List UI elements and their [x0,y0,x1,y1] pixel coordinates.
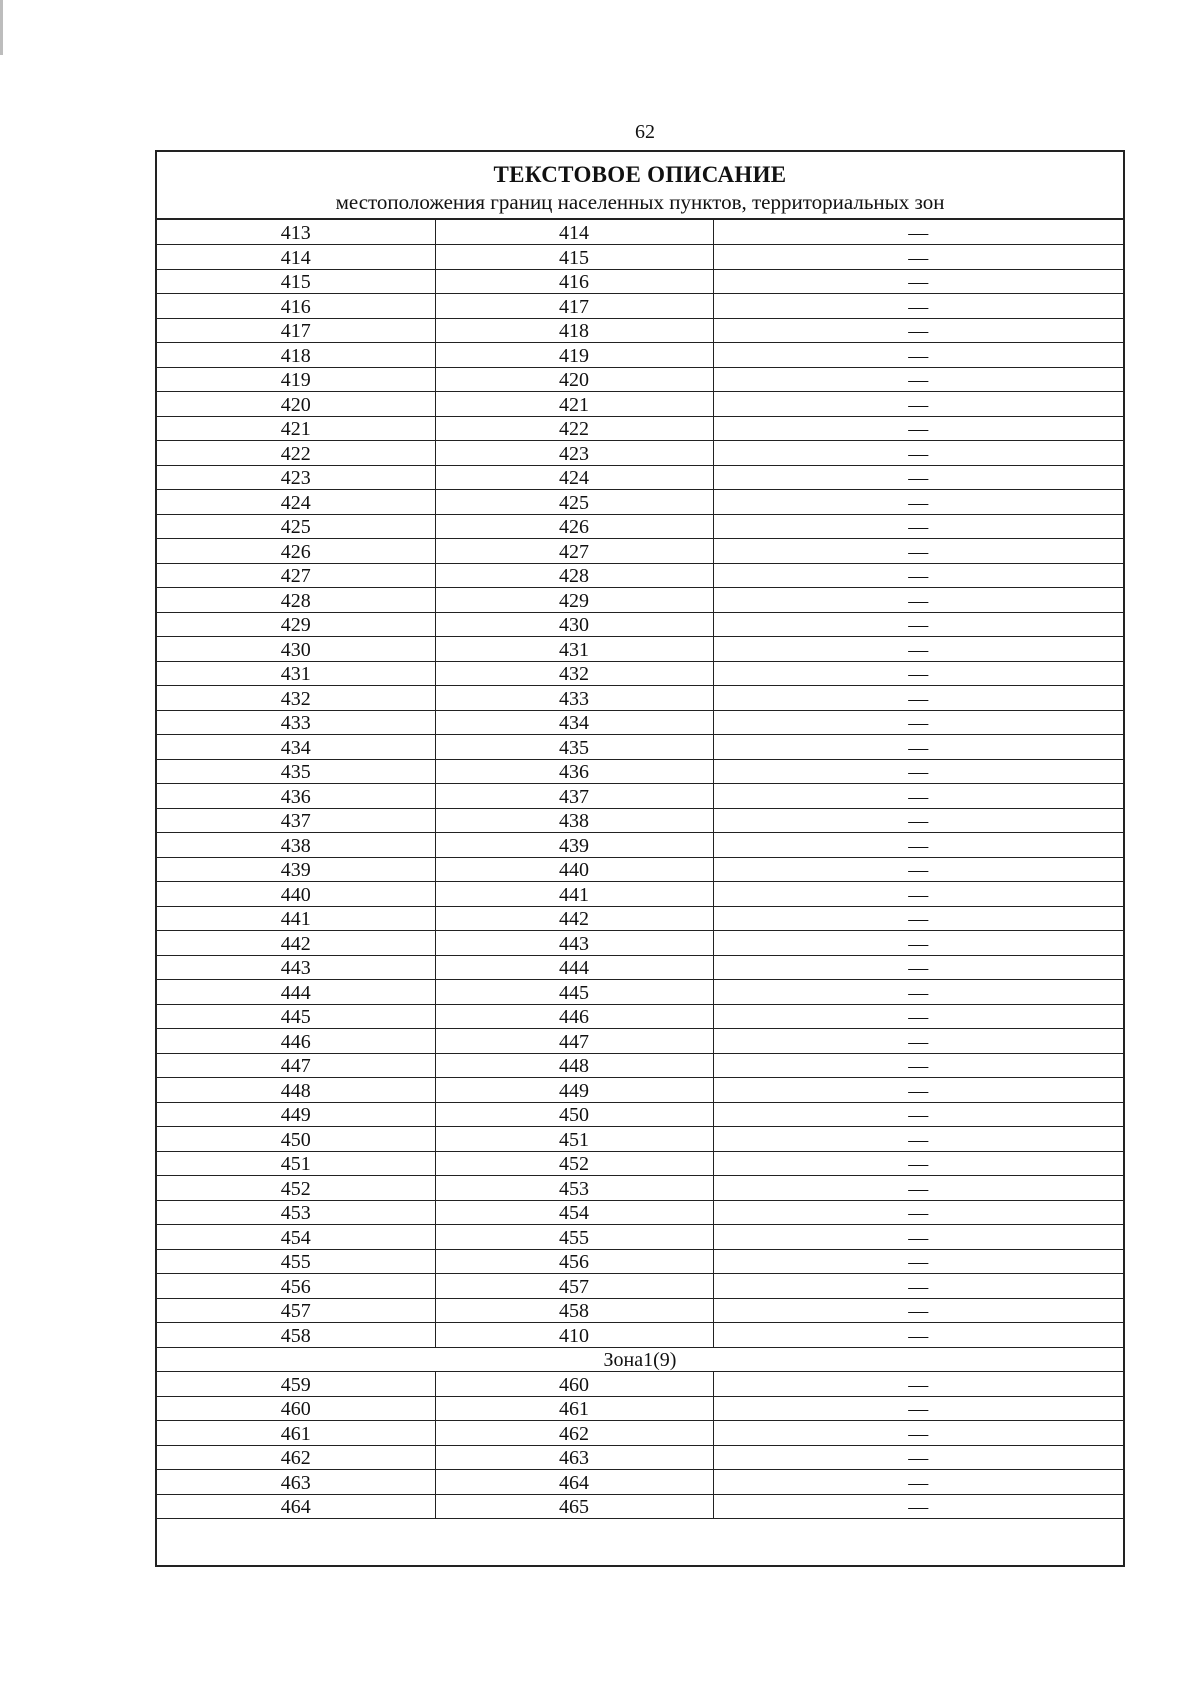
to-point-cell: 429 [435,588,713,613]
description-cell: — [713,784,1123,809]
to-point-cell: 428 [435,563,713,588]
table-row [157,980,1123,1005]
table-row [157,833,1123,858]
table-row [157,661,1123,686]
description-cell: — [713,1372,1123,1397]
from-point-cell: 448 [157,1078,435,1103]
from-point-cell: 420 [157,392,435,417]
table-row [157,1004,1123,1029]
description-cell: — [713,1249,1123,1274]
to-point-cell: 452 [435,1151,713,1176]
table-row [157,514,1123,539]
from-point-cell: 426 [157,539,435,564]
description-cell: — [713,1004,1123,1029]
description-cell: — [713,563,1123,588]
table-row [157,343,1123,368]
document-subtitle: местоположения границ населенных пунктов, территориальных зон [335,190,945,214]
description-cell: — [713,1102,1123,1127]
from-point-cell: 413 [157,220,435,245]
to-point-cell: 441 [435,882,713,907]
from-point-cell: 427 [157,563,435,588]
to-point-cell: 420 [435,367,713,392]
table-row [157,1396,1123,1421]
description-cell: — [713,612,1123,637]
table-row [157,1225,1123,1250]
from-point-cell: 440 [157,882,435,907]
from-point-cell: 458 [157,1323,435,1348]
table-row [157,1053,1123,1078]
description-cell: — [713,857,1123,882]
table-row [157,955,1123,980]
table-row [157,269,1123,294]
description-cell: — [713,416,1123,441]
description-cell: — [713,1396,1123,1421]
description-cell: — [713,882,1123,907]
to-point-cell: 424 [435,465,713,490]
from-point-cell: 435 [157,759,435,784]
from-point-cell: 450 [157,1127,435,1152]
to-point-cell: 442 [435,906,713,931]
to-point-cell: 431 [435,637,713,662]
description-cell: — [713,318,1123,343]
description-table-frame [155,150,1125,1567]
from-point-cell: 428 [157,588,435,613]
to-point-cell: 410 [435,1323,713,1348]
from-point-cell: 422 [157,441,435,466]
table-row [157,1176,1123,1201]
to-point-cell: 440 [435,857,713,882]
table-row [157,1127,1123,1152]
to-point-cell: 463 [435,1445,713,1470]
from-point-cell: 430 [157,637,435,662]
from-point-cell: 438 [157,833,435,858]
description-cell: — [713,637,1123,662]
from-point-cell: 464 [157,1494,435,1519]
to-point-cell: 416 [435,269,713,294]
from-point-cell: 453 [157,1200,435,1225]
table-row [157,710,1123,735]
to-point-cell: 433 [435,686,713,711]
to-point-cell: 438 [435,808,713,833]
from-point-cell: 424 [157,490,435,515]
to-point-cell: 435 [435,735,713,760]
from-point-cell: 431 [157,661,435,686]
description-cell: — [713,1151,1123,1176]
from-point-cell: 416 [157,294,435,319]
to-point-cell: 453 [435,1176,713,1201]
from-point-cell: 414 [157,245,435,270]
to-point-cell: 423 [435,441,713,466]
description-cell: — [713,490,1123,515]
table-row [157,857,1123,882]
to-point-cell: 455 [435,1225,713,1250]
to-point-cell: 462 [435,1421,713,1446]
to-point-cell: 427 [435,539,713,564]
to-point-cell: 432 [435,661,713,686]
table-row [157,686,1123,711]
to-point-cell: 421 [435,392,713,417]
description-cell: — [713,759,1123,784]
from-point-cell: 443 [157,955,435,980]
from-point-cell: 417 [157,318,435,343]
description-cell: — [713,686,1123,711]
description-cell: — [713,220,1123,245]
table-row [157,465,1123,490]
description-cell: — [713,1470,1123,1495]
description-cell: — [713,931,1123,956]
from-point-cell: 437 [157,808,435,833]
table-row [157,441,1123,466]
table-row [157,1372,1123,1397]
from-point-cell: 432 [157,686,435,711]
description-cell: — [713,1225,1123,1250]
to-point-cell: 418 [435,318,713,343]
from-point-cell: 429 [157,612,435,637]
to-point-cell: 425 [435,490,713,515]
table-row [157,1078,1123,1103]
description-cell: — [713,710,1123,735]
scan-edge-mark [0,0,3,55]
to-point-cell: 436 [435,759,713,784]
table-row [157,1029,1123,1054]
to-point-cell: 465 [435,1494,713,1519]
table-row [157,1274,1123,1299]
table-row [157,1421,1123,1446]
from-point-cell: 425 [157,514,435,539]
from-point-cell: 459 [157,1372,435,1397]
from-point-cell: 449 [157,1102,435,1127]
table-row [157,1151,1123,1176]
zone-row [157,1347,1123,1372]
to-point-cell: 445 [435,980,713,1005]
to-point-cell: 464 [435,1470,713,1495]
description-cell: — [713,367,1123,392]
table-row [157,735,1123,760]
to-point-cell: 417 [435,294,713,319]
table-row [157,931,1123,956]
table-row [157,539,1123,564]
to-point-cell: 414 [435,220,713,245]
description-cell: — [713,808,1123,833]
description-cell: — [713,1298,1123,1323]
description-cell: — [713,294,1123,319]
description-cell: — [713,514,1123,539]
to-point-cell: 422 [435,416,713,441]
from-point-cell: 418 [157,343,435,368]
table-row [157,563,1123,588]
description-cell: — [713,269,1123,294]
table-row [157,906,1123,931]
table-row [157,1494,1123,1519]
from-point-cell: 457 [157,1298,435,1323]
to-point-cell: 454 [435,1200,713,1225]
to-point-cell: 430 [435,612,713,637]
table-row [157,1200,1123,1225]
table-row [157,1102,1123,1127]
table-row [157,882,1123,907]
description-cell: — [713,539,1123,564]
from-point-cell: 447 [157,1053,435,1078]
from-point-cell: 463 [157,1470,435,1495]
table-row [157,759,1123,784]
to-point-cell: 460 [435,1372,713,1397]
to-point-cell: 419 [435,343,713,368]
table-row [157,1323,1123,1348]
to-point-cell: 434 [435,710,713,735]
boundary-points-table [157,220,1123,1519]
to-point-cell: 443 [435,931,713,956]
table-row [157,1249,1123,1274]
description-cell: — [713,1176,1123,1201]
from-point-cell: 439 [157,857,435,882]
description-cell: — [713,1127,1123,1152]
table-row [157,490,1123,515]
description-cell: — [713,1029,1123,1054]
table-row [157,220,1123,245]
description-cell: — [713,1053,1123,1078]
from-point-cell: 462 [157,1445,435,1470]
table-row [157,1445,1123,1470]
description-cell: — [713,906,1123,931]
to-point-cell: 447 [435,1029,713,1054]
to-point-cell: 446 [435,1004,713,1029]
from-point-cell: 419 [157,367,435,392]
page-number: 62 [635,121,655,143]
description-cell: — [713,392,1123,417]
table-row [157,612,1123,637]
description-cell: — [713,661,1123,686]
to-point-cell: 451 [435,1127,713,1152]
table-row [157,808,1123,833]
from-point-cell: 445 [157,1004,435,1029]
from-point-cell: 434 [157,735,435,760]
table-row [157,392,1123,417]
to-point-cell: 458 [435,1298,713,1323]
description-cell: — [713,1323,1123,1348]
description-cell: — [713,1078,1123,1103]
to-point-cell: 449 [435,1078,713,1103]
from-point-cell: 436 [157,784,435,809]
from-point-cell: 454 [157,1225,435,1250]
table-row [157,318,1123,343]
description-cell: — [713,833,1123,858]
from-point-cell: 423 [157,465,435,490]
from-point-cell: 446 [157,1029,435,1054]
table-row [157,1298,1123,1323]
description-cell: — [713,980,1123,1005]
table-row [157,294,1123,319]
from-point-cell: 455 [157,1249,435,1274]
to-point-cell: 426 [435,514,713,539]
from-point-cell: 451 [157,1151,435,1176]
to-point-cell: 448 [435,1053,713,1078]
document-title: ТЕКСТОВОЕ ОПИСАНИЕ [493,162,787,187]
table-row [157,588,1123,613]
from-point-cell: 456 [157,1274,435,1299]
to-point-cell: 456 [435,1249,713,1274]
table-row [157,416,1123,441]
description-cell: — [713,1200,1123,1225]
description-cell: — [713,955,1123,980]
from-point-cell: 421 [157,416,435,441]
description-cell: — [713,1494,1123,1519]
from-point-cell: 415 [157,269,435,294]
from-point-cell: 441 [157,906,435,931]
to-point-cell: 439 [435,833,713,858]
description-cell: — [713,588,1123,613]
from-point-cell: 433 [157,710,435,735]
table-row [157,637,1123,662]
table-row [157,784,1123,809]
table-row [157,1470,1123,1495]
from-point-cell: 452 [157,1176,435,1201]
description-cell: — [713,441,1123,466]
from-point-cell: 442 [157,931,435,956]
description-cell: — [713,735,1123,760]
table-header [157,152,1123,220]
to-point-cell: 437 [435,784,713,809]
to-point-cell: 444 [435,955,713,980]
from-point-cell: 444 [157,980,435,1005]
table-row [157,367,1123,392]
from-point-cell: 461 [157,1421,435,1446]
table-body [157,220,1123,1519]
table-row [157,245,1123,270]
description-cell: — [713,245,1123,270]
description-cell: — [713,343,1123,368]
zone-label: Зона1(9) [157,1347,1123,1372]
from-point-cell: 460 [157,1396,435,1421]
to-point-cell: 457 [435,1274,713,1299]
to-point-cell: 415 [435,245,713,270]
to-point-cell: 461 [435,1396,713,1421]
description-cell: — [713,1274,1123,1299]
to-point-cell: 450 [435,1102,713,1127]
description-cell: — [713,465,1123,490]
description-cell: — [713,1445,1123,1470]
description-cell: — [713,1421,1123,1446]
